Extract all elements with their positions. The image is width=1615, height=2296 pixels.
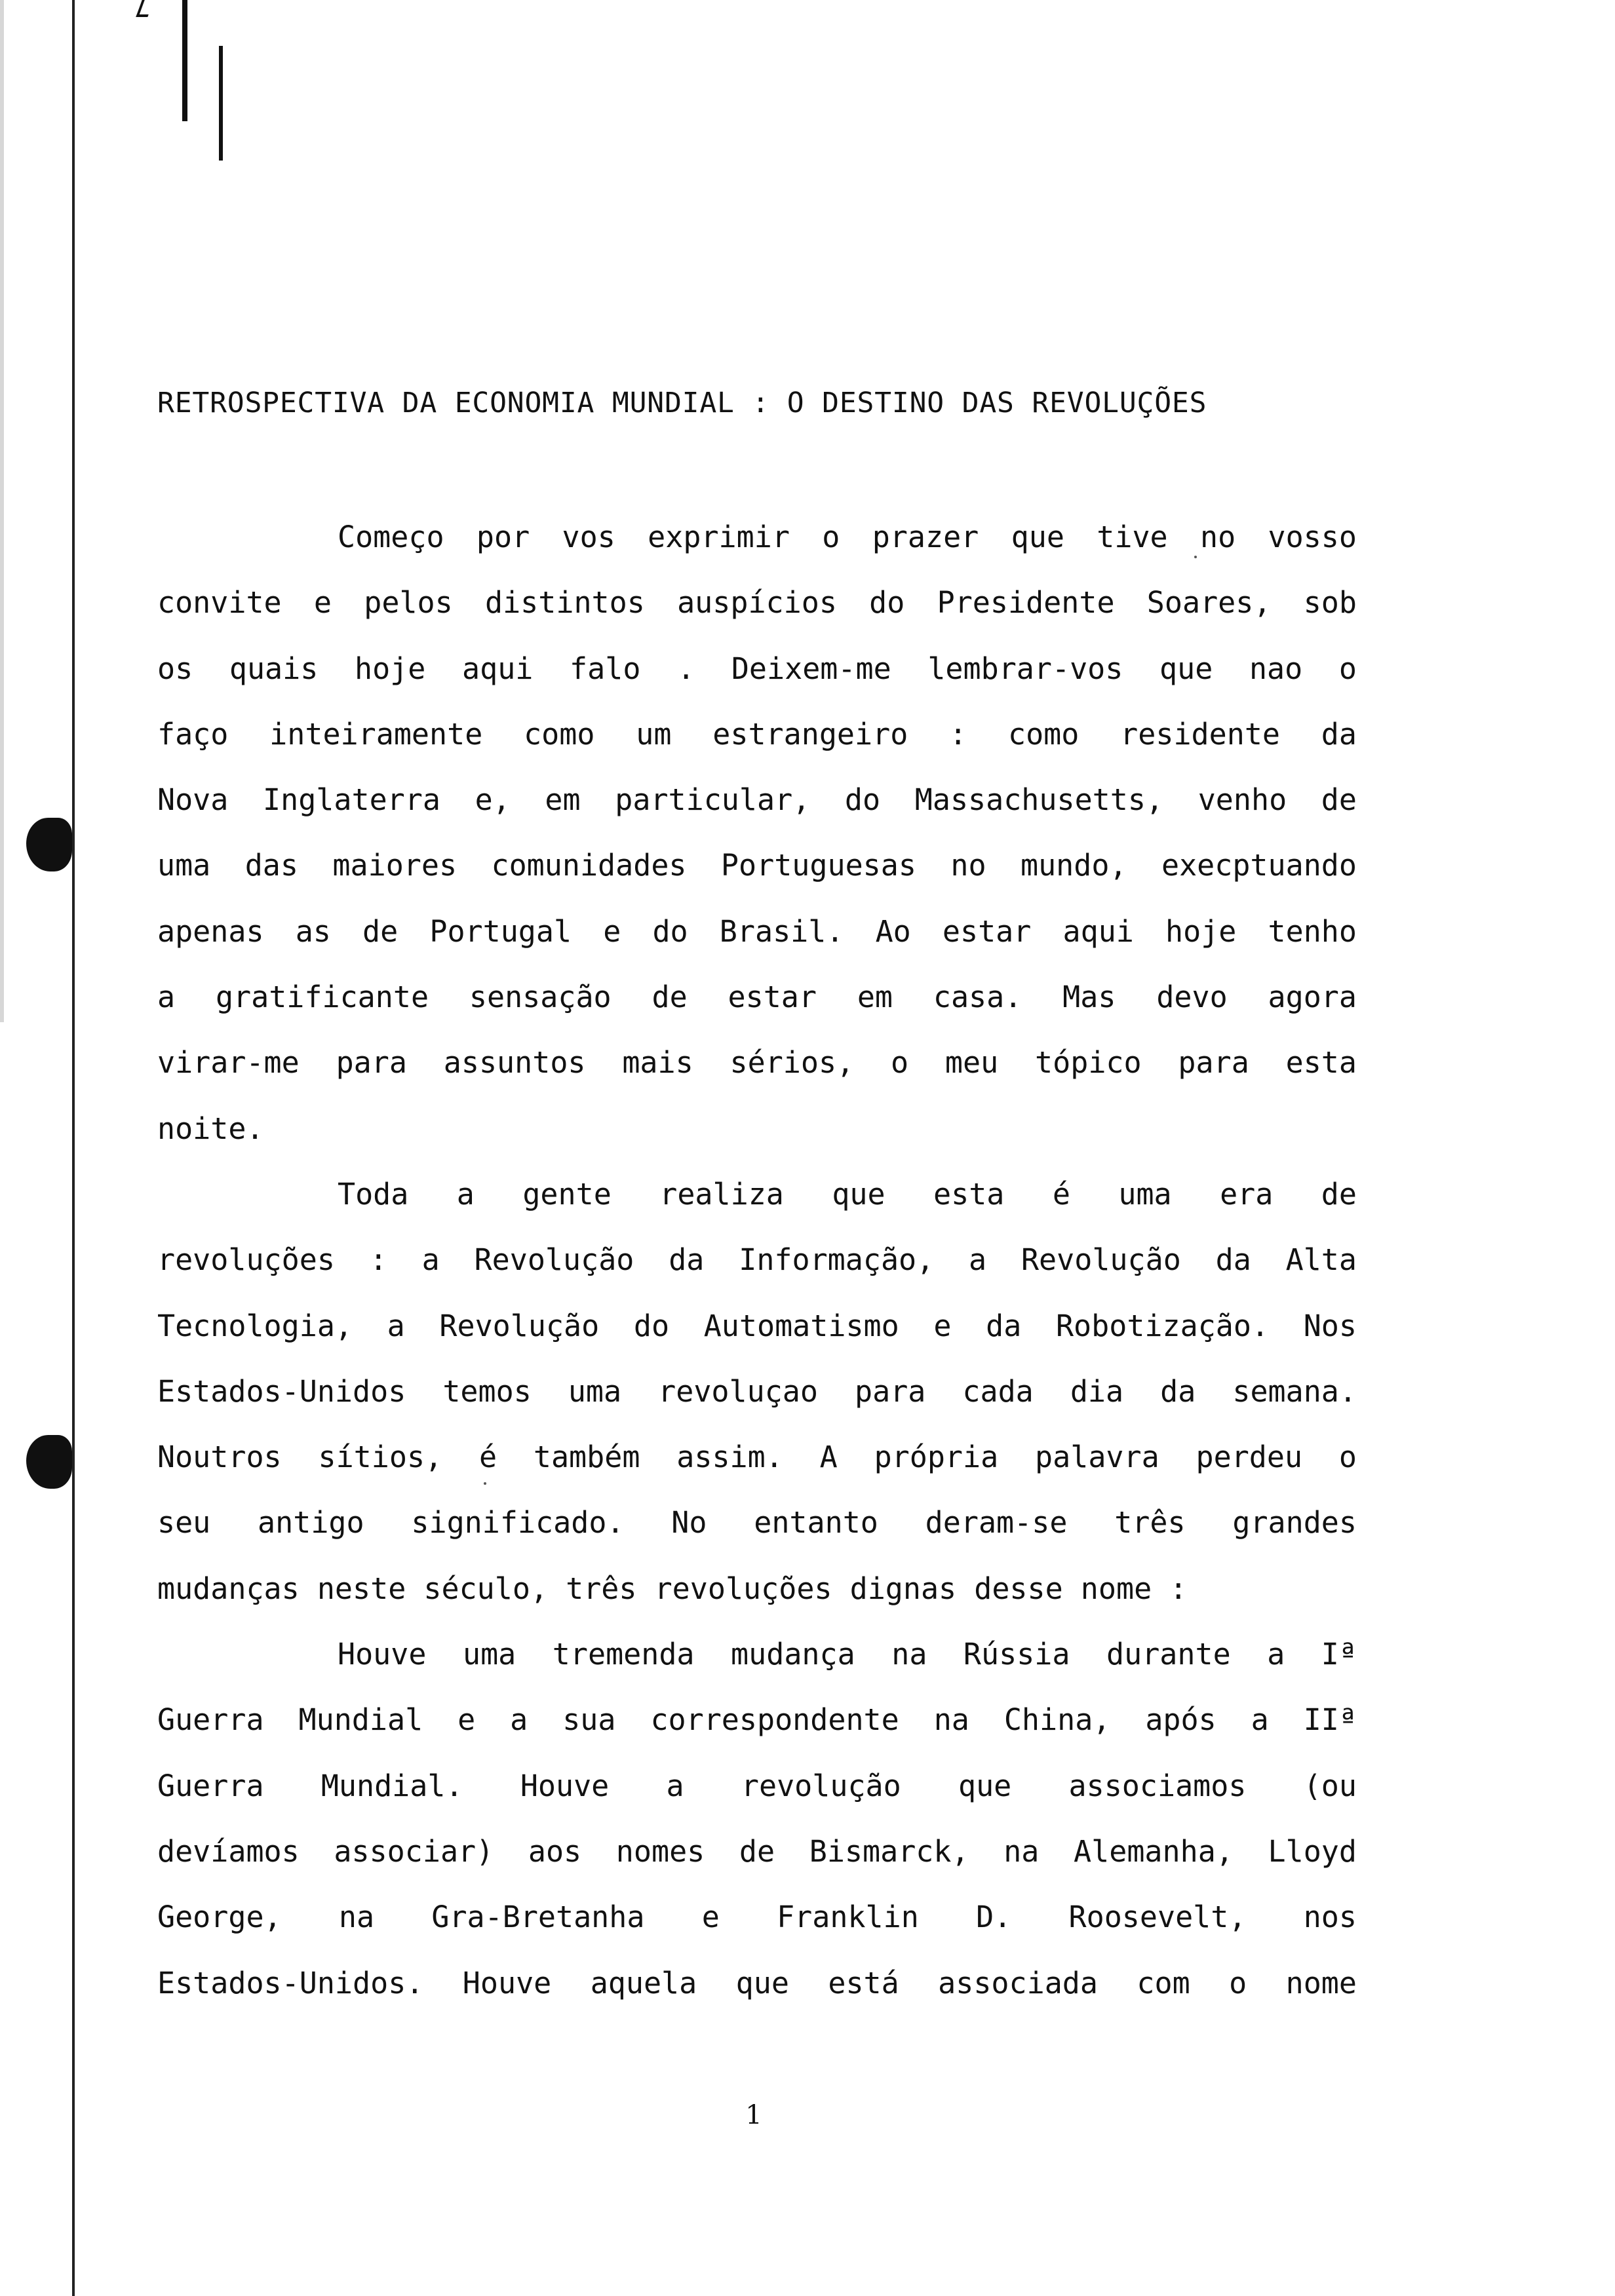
text-line: a gratificante sensação de estar em casa. Mas devo agora [157, 980, 1357, 1015]
text-line: virar-me para assuntos mais sérios, o meu tópico para esta [157, 1045, 1357, 1081]
text-line: faço inteiramente como um estrangeiro : como residente da [157, 716, 1357, 752]
document-title: RETROSPECTIVA DA ECONOMIA MUNDIAL : O DESTINO DAS REVOLUÇÕES [157, 387, 1207, 419]
text-line: Guerra Mundial. Houve a revolução que associamos (ou [157, 1768, 1357, 1803]
text-line: uma das maiores comunidades Portuguesas no mundo, execptuando [157, 848, 1357, 883]
punch-hole-top [26, 818, 72, 871]
text-line: apenas as de Portugal e do Brasil. Ao estar aqui hoje tenho [157, 913, 1357, 949]
text-line: Nova Inglaterra e, em particular, do Massachusetts, venho de [157, 782, 1357, 818]
text-line: Guerra Mundial e a sua correspondente na China, após a IIª [157, 1702, 1357, 1738]
text-line: devíamos associar) aos nomes de Bismarck, na Alemanha, Lloyd [157, 1833, 1357, 1869]
text-line: os quais hoje aqui falo . Deixem-me lembrar-vos que nao o [157, 651, 1357, 686]
document-body [157, 518, 1357, 2029]
text-line: revoluções : a Revolução da Informação, a Revolução da Alta [157, 1242, 1357, 1278]
corner-pen-mark-right [219, 46, 223, 161]
text-line: Estados-Unidos. Houve aquela que está associada com o nome [157, 1965, 1357, 2000]
text-line: Começo por vos exprimir o prazer que tive no vosso [338, 520, 1357, 554]
page-edge-shadow [0, 0, 4, 1022]
binding-edge-line [72, 0, 75, 2296]
text-line: Noutros sítios, é também assim. A própria palavra perdeu o [157, 1440, 1357, 1475]
text-line: Tecnologia, a Revolução do Automatismo e da Robotização. Nos [157, 1308, 1357, 1343]
text-line: Toda a gente realiza que esta é uma era de [338, 1176, 1357, 1212]
page-number: 1 [745, 2100, 762, 2130]
text-line: mudanças neste século, três revoluções dignas desse nome : [157, 1571, 1188, 1606]
text-line: convite e pelos distintos auspícios do Presidente Soares, sob [157, 585, 1357, 621]
text-line: noite. [157, 1111, 264, 1146]
text-line: seu antigo significado. No entanto deram-se três grandes [157, 1505, 1357, 1540]
text-line: George, na Gra-Bretanha e Franklin D. Roosevelt, nos [157, 1900, 1357, 1935]
text-line: Houve uma tremenda mudança na Rússia durante a Iª [338, 1637, 1357, 1672]
punch-hole-bottom [26, 1435, 72, 1489]
corner-tick-mark [136, 0, 153, 17]
text-line: Estados-Unidos temos uma revoluçao para cada dia da semana. [157, 1373, 1357, 1409]
corner-pen-mark-left [182, 0, 187, 121]
